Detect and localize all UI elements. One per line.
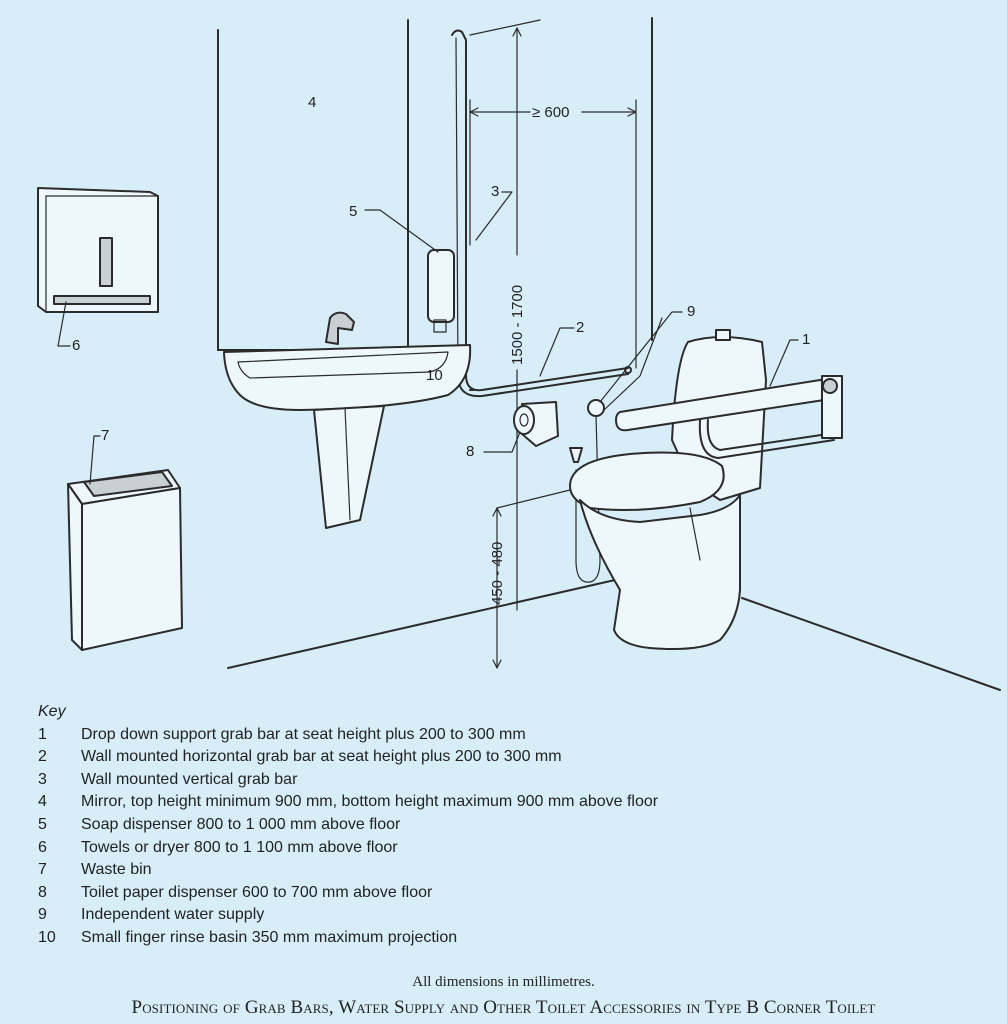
key-item-number: 9 — [38, 906, 47, 924]
key-item-number: 5 — [38, 815, 47, 833]
key-item — [38, 837, 658, 860]
key-title: Key — [38, 703, 66, 720]
key-item-text: Independent water supply — [81, 906, 265, 924]
key-item-text: Wall mounted horizontal grab bar at seat height plus 200 to 300 mm — [81, 748, 562, 766]
toilet-paper-dispenser — [514, 402, 558, 446]
key-item-number: 7 — [38, 861, 47, 879]
key-item — [38, 769, 658, 792]
waste-bin — [68, 470, 182, 650]
callout-6: 6 — [72, 337, 81, 354]
key-item-text: Towels or dryer 800 to 1 100 mm above floor — [81, 838, 398, 856]
key-item — [38, 746, 658, 769]
key-item-number: 2 — [38, 748, 47, 766]
key-item — [38, 791, 658, 814]
horizontal-grab-bar — [458, 367, 631, 396]
dimension-label-seat-height: 450 - 480 — [489, 541, 506, 605]
key-item — [38, 859, 658, 882]
callout-9: 9 — [687, 303, 696, 320]
key-item — [38, 814, 658, 837]
towel-dispenser — [38, 188, 158, 312]
key-item-number: 1 — [38, 725, 47, 743]
key-item-number: 3 — [38, 770, 47, 788]
callout-7: 7 — [101, 427, 110, 444]
soap-dispenser — [428, 250, 454, 332]
key-item-text: Toilet paper dispenser 600 to 700 mm above floor — [81, 883, 433, 901]
dimension-grab-bar-gap — [470, 100, 636, 368]
key-item — [38, 904, 658, 927]
key-item-text: Small finger rinse basin 350 mm maximum projection — [81, 928, 458, 946]
rinse-basin — [224, 313, 470, 528]
figure-caption: Positioning of Grab Bars, Water Supply and Other Toilet Accessories in Type B Corner Toilet — [131, 997, 876, 1018]
callout-3: 3 — [491, 183, 500, 200]
key-legend — [38, 701, 658, 950]
key-item-text: Wall mounted vertical grab bar — [81, 770, 298, 788]
callout-4: 4 — [308, 94, 317, 111]
callout-10: 10 — [426, 367, 443, 384]
dimension-label-grab-bar-gap: ≥ 600 — [532, 104, 570, 121]
callout-8: 8 — [466, 443, 475, 460]
callout-5: 5 — [349, 203, 358, 220]
dimension-label-bar-height: 1500 - 1700 — [509, 284, 526, 365]
callout-2: 2 — [576, 319, 585, 336]
key-item-number: 10 — [38, 928, 56, 946]
key-item-number: 8 — [38, 883, 47, 901]
units-note: All dimensions in millimetres. — [412, 974, 595, 990]
key-item — [38, 927, 658, 950]
key-item-number: 4 — [38, 793, 47, 811]
key-item-text: Mirror, top height minimum 900 mm, bottom height maximum 900 mm above floor — [81, 793, 659, 811]
key-item-number: 6 — [38, 838, 47, 856]
key-item — [38, 724, 658, 747]
key-item-text: Drop down support grab bar at seat height plus 200 to 300 mm — [81, 725, 526, 743]
key-item-text: Waste bin — [81, 861, 152, 879]
callout-1: 1 — [802, 331, 811, 348]
key-item-text: Soap dispenser 800 to 1 000 mm above floor — [81, 815, 401, 833]
key-item — [38, 882, 658, 905]
